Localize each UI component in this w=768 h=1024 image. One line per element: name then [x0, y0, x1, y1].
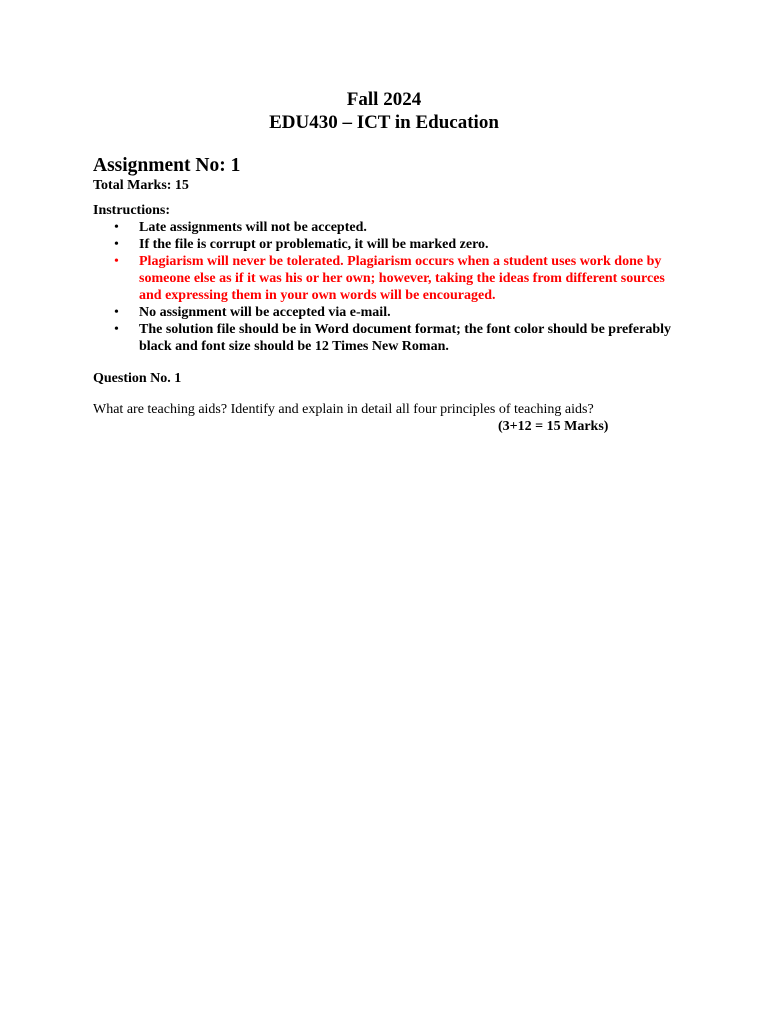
course-title: EDU430 – ICT in Education	[269, 112, 499, 133]
instruction-text: The solution file should be in Word document format; the font color should be preferably black and font size should be 12 Times New Roman.	[139, 322, 672, 354]
question-marks: (3+12 = 15 Marks)	[498, 419, 609, 434]
list-item	[93, 321, 683, 355]
assignment-title: Assignment No: 1	[93, 155, 241, 176]
instruction-text: If the file is corrupt or problematic, it will be marked zero.	[139, 237, 489, 252]
bullet-icon: •	[114, 305, 119, 320]
instruction-text: Late assignments will not be accepted.	[139, 220, 367, 235]
bullet-icon: •	[114, 254, 119, 269]
question-text: What are teaching aids? Identify and explain in detail all four principles of teaching aids?	[93, 402, 594, 417]
instruction-text: No assignment will be accepted via e-mail.	[139, 305, 391, 320]
semester-title: Fall 2024	[346, 89, 422, 110]
question-heading: Question No. 1	[93, 371, 182, 386]
instruction-text: Plagiarism will never be tolerated. Plagiarism occurs when a student uses work done by someone else as if it was his or her own; however, taking the ideas from different sources and expressing them in your own words will be encouraged.	[139, 254, 665, 303]
instructions-heading: Instructions:	[93, 203, 171, 218]
list-item	[93, 236, 683, 253]
bullet-icon: •	[114, 220, 119, 235]
list-item	[93, 253, 683, 304]
bullet-icon: •	[114, 237, 119, 252]
bullet-icon: •	[114, 322, 119, 337]
document-header	[0, 88, 768, 134]
total-marks: Total Marks: 15	[93, 178, 189, 193]
list-item	[93, 219, 683, 236]
instructions-list	[93, 219, 683, 355]
list-item	[93, 304, 683, 321]
